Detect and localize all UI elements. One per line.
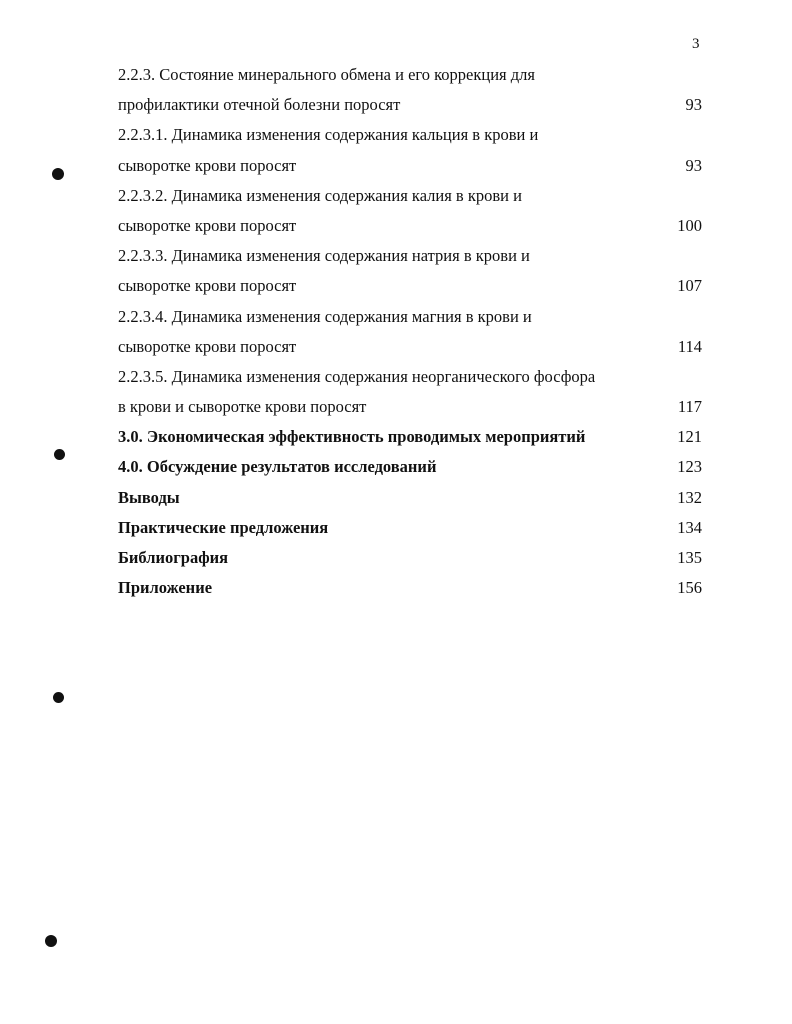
- punch-hole-mark: [45, 935, 57, 947]
- toc-entry-text: Выводы: [118, 487, 180, 507]
- toc-line: [118, 181, 706, 211]
- toc-entry-page: 107: [677, 276, 702, 296]
- toc-entry-page: 156: [677, 578, 702, 598]
- toc-entry-text: 2.2.3.3. Динамика изменения содержания натрия в крови и: [118, 246, 530, 266]
- toc-entry-text: Приложение: [118, 578, 213, 598]
- toc-line: [118, 211, 706, 241]
- toc-line: [118, 271, 706, 301]
- punch-hole-mark: [52, 168, 64, 180]
- toc-entry-text: сыворотке крови поросят: [118, 336, 297, 356]
- toc-entry-page: 123: [677, 457, 702, 477]
- toc-entry-text: 3.0. Экономическая эффективность проводимых мероприятий: [118, 427, 586, 447]
- toc-entry-text: профилактики отечной болезни поросят: [118, 95, 401, 115]
- toc-line: [118, 573, 706, 603]
- toc-line: [118, 90, 706, 120]
- toc-entry-page: 117: [677, 397, 702, 417]
- toc-entry-page: 93: [685, 95, 702, 115]
- toc-line: [118, 302, 706, 332]
- toc-line: [118, 151, 706, 181]
- toc-line: [118, 241, 706, 271]
- toc-entry-page: 100: [677, 215, 702, 235]
- punch-hole-mark: [54, 449, 65, 460]
- toc-line: [118, 513, 706, 543]
- toc-line: [118, 392, 706, 422]
- toc-entry-text: 2.2.3.5. Динамика изменения содержания неорганического фосфора: [118, 366, 596, 386]
- toc-line: [118, 60, 706, 90]
- toc-entry-text: 2.2.3.4. Динамика изменения содержания магния в крови и: [118, 306, 532, 326]
- toc-entry-text: 2.2.3. Состояние минерального обмена и его коррекция для: [118, 65, 535, 84]
- toc-entry-text: в крови и сыворотке крови поросят: [118, 397, 367, 417]
- toc-entry-text: 4.0. Обсуждение результатов исследований: [118, 457, 437, 477]
- table-of-contents: [118, 60, 706, 603]
- page-number: 3: [692, 36, 700, 52]
- toc-entry-text: Практические предложения: [118, 517, 329, 537]
- toc-entry-page: 135: [677, 548, 702, 567]
- toc-entry-page: 114: [677, 336, 702, 356]
- toc-entry-text: сыворотке крови поросят: [118, 276, 297, 296]
- toc-line: [118, 362, 706, 392]
- toc-line: [118, 332, 706, 362]
- toc-entry-text: Библиография: [118, 548, 229, 567]
- toc-line: [118, 452, 706, 482]
- toc-entry-page: 134: [677, 517, 702, 537]
- toc-entry-text: сыворотке крови поросят: [118, 155, 297, 175]
- toc-entry-text: сыворотке крови поросят: [118, 215, 297, 235]
- toc-entry-text: 2.2.3.1. Динамика изменения содержания кальция в крови и: [118, 125, 539, 145]
- punch-hole-mark: [53, 692, 64, 703]
- toc-line: [118, 422, 706, 452]
- toc-entry-page: 121: [677, 427, 702, 447]
- toc-entry-text: 2.2.3.2. Динамика изменения содержания калия в крови и: [118, 185, 522, 205]
- toc-entry-page: 93: [685, 155, 702, 175]
- toc-line: [118, 543, 706, 573]
- toc-line: [118, 483, 706, 513]
- toc-line: [118, 120, 706, 150]
- toc-entry-page: 132: [677, 487, 702, 507]
